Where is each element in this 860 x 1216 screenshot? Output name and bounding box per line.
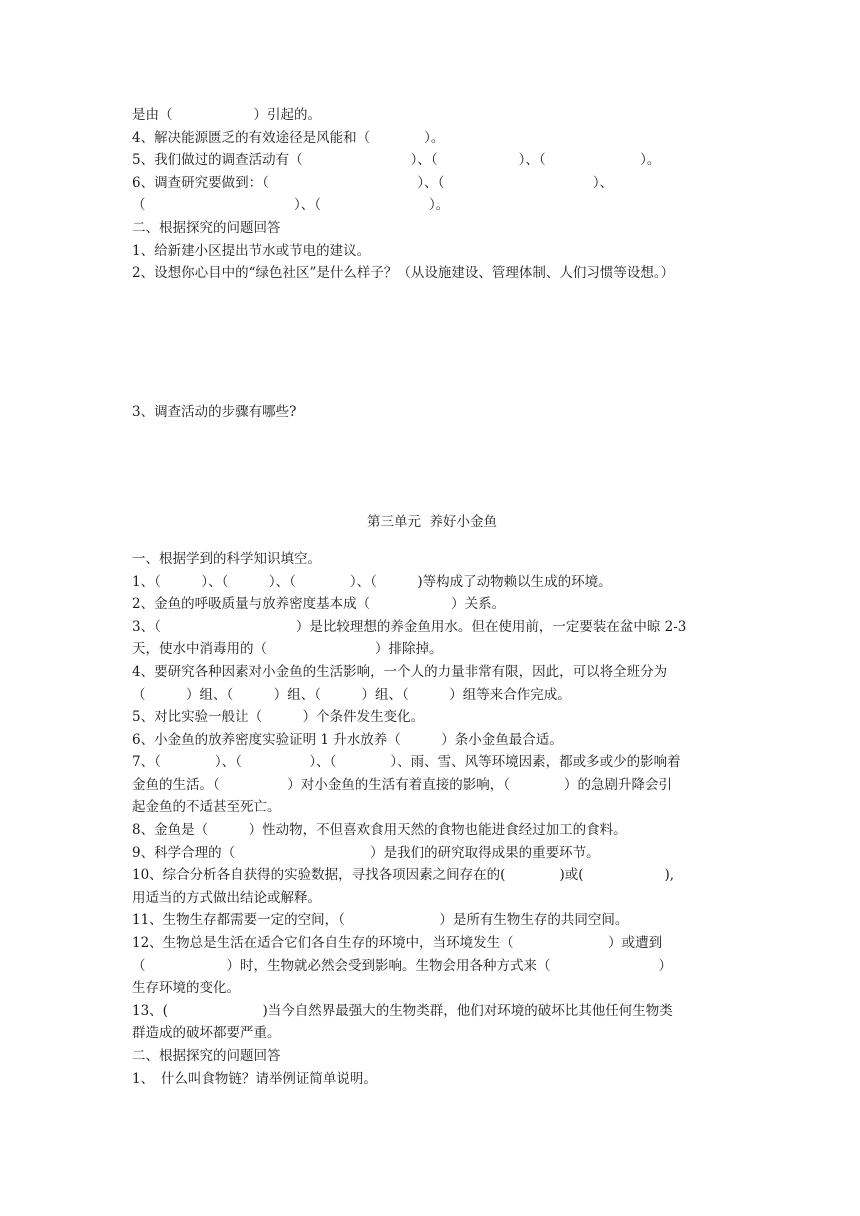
text-line: 1、给新建小区提出节水或节电的建议。 [132,242,371,259]
text-line: 是由（ ）引起的。 [132,107,321,123]
text-line: （ ）时，生物就必然会受到影响。生物会用各种方式来（ ） [132,957,672,974]
section-heading: 一、根据学到的科学知识填空。 [132,550,321,567]
text-line: 3、（ ）是比较理想的养金鱼用水。但在使用前，一定要装在盆中晾 2-3 [132,618,687,635]
text-line: 2、金鱼的呼吸质量与放养密度基本成（ ）关系。 [132,596,506,613]
text-line: 用适当的方式做出结论或解释。 [132,889,321,906]
text-line: 起金鱼的不适甚至死亡。 [132,799,281,816]
text-line: 1、（ ）、（ ）、（ ）、（ )等构成了动物赖以生成的环境。 [132,573,612,590]
text-line: 4、解决能源匮乏的有效途径是风能和（ ）。 [132,129,445,146]
text-line: 9、科学合理的（ ）是我们的研究取得成果的重要环节。 [132,844,600,861]
text-line: （ ）、（ ）。 [132,197,450,214]
answer-space [132,423,732,507]
text-line: 生存环境的变化。 [132,980,240,997]
text-line: 6、小金鱼的放养密度实验证明 1 升水放养（ ）条小金鱼最合适。 [132,731,563,748]
section-heading: 二、根据探究的问题回答 [132,1048,281,1064]
text-line: 6、调查研究要做到：（ ）、（ ）、 [132,174,614,191]
text-line: 天，使水中消毒用的（ ）排除掉。 [132,641,443,658]
text-line: 11、生物生存都需要一定的空间，（ ）是所有生物生存的共同空间。 [132,912,629,929]
text-line: 3、调查活动的步骤有哪些? [132,403,297,420]
section-heading: 二、根据探究的问题回答 [132,219,281,236]
text-line: 8、金鱼是（ ）性动物，不但喜欢食用天然的食物也能进食经过加工的食料。 [132,822,627,839]
answer-space [132,285,732,401]
document-page [132,104,732,1090]
text-line: 7、（ ）、（ ）、（ ）、雨、雪、风等环境因素，都或多或少的影响着 [132,754,681,771]
unit-title: 第三单元 养好小金鱼 [366,514,498,531]
text-line: 金鱼的生活。（ ）对小金鱼的生活有着直接的影响，（ ）的急剧升降会引 [132,776,672,793]
unit3-section [132,548,732,1090]
text-line: 4、要研究各种因素对小金鱼的生活影响，一个人的力量非常有限，因此，可以将全班分为 [132,663,668,680]
text-line: （ ）组、（ ）组、（ ）组、（ ）组等来合作完成。 [132,686,571,703]
text-line: 2、设想你心目中的“绿色社区”是什么样子？（从设施建设、管理体制、人们习惯等设想。） [132,265,675,282]
top-section [132,104,732,507]
text-line: 5、我们做过的调查活动有（ ）、（ ）、（ ）。 [132,152,661,169]
text-line: 10、综合分析各自获得的实验数据，寻找各项因素之间存在的( )或( ), [132,867,675,884]
text-line: 1、 什么叫食物链？请举例证简单说明。 [132,1070,377,1087]
text-line: 5、对比实验一般让（ ）个条件发生变化。 [132,709,425,726]
text-line: 12、生物总是生活在适合它们各自生存的环境中，当环境发生（ ）或遭到 [132,935,663,952]
text-line: 13、( )当今自然界最强大的生物类群，他们对环境的破坏比其他任何生物类 [132,1002,673,1019]
text-line: 群造成的破坏都要严重。 [132,1025,281,1042]
